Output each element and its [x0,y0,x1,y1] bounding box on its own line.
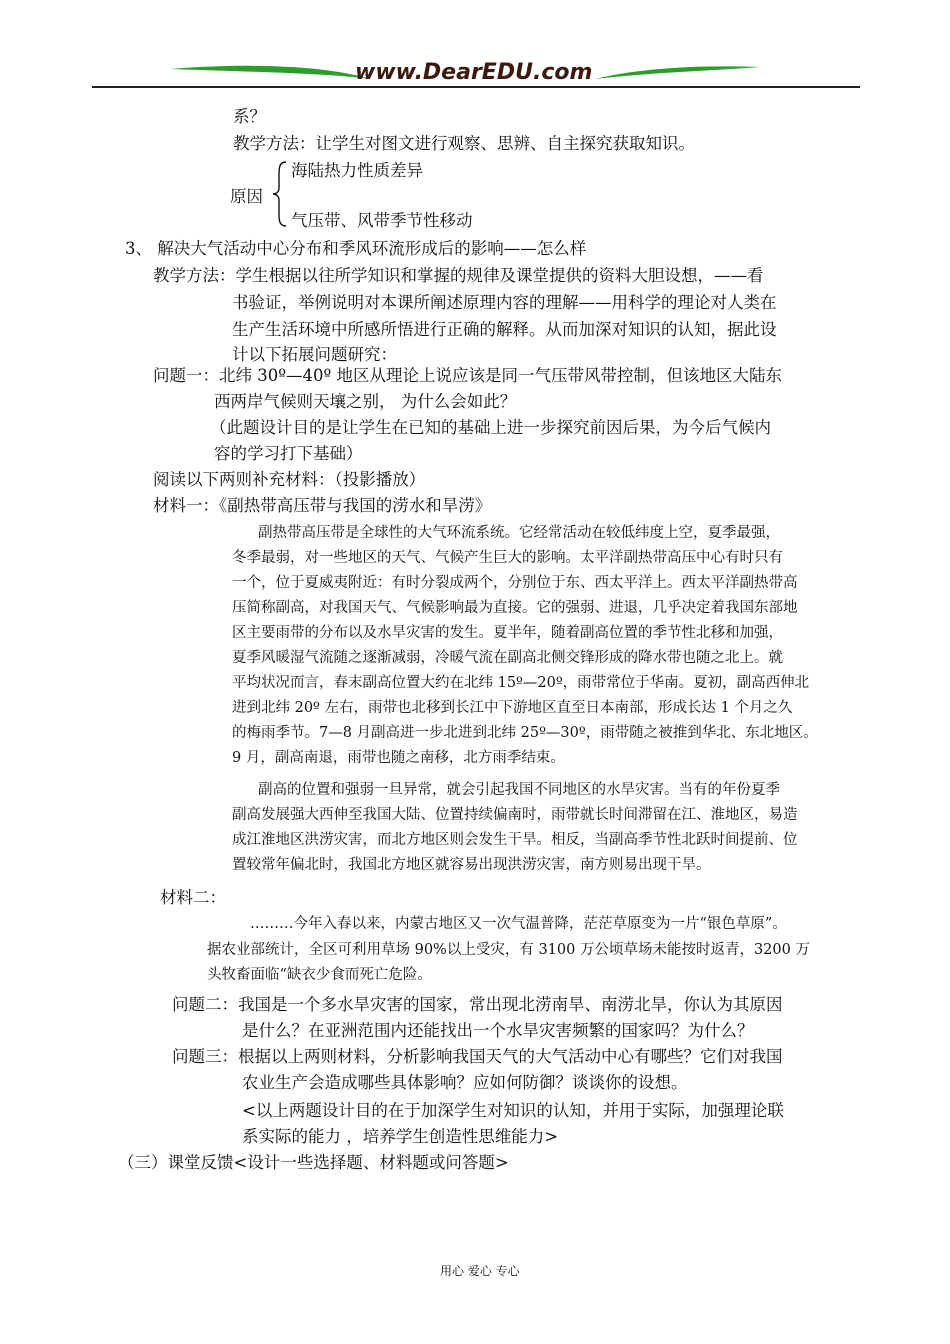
method-line-b: 书验证，举例说明对本课所阐述原理内容的理解——用科学的理论对人类在 [232,293,777,312]
mat1-line: 区主要雨带的分布以及水旱灾害的发生。夏半年，随着副高位置的季节性北移和加强， [232,625,783,641]
question-1-note-b: 容的学习打下基础） [214,444,363,463]
question-3b: 农业生产会造成哪些具体影响？应如何防御？谈谈你的设想。 [242,1073,688,1092]
mat1-line: 副高的位置和强弱一旦异常，就会引起我国不同地区的水旱灾害。当有的年份夏季 [258,782,780,798]
mat2-line: ………今年入春以来，内蒙古地区又一次气温普降，茫茫草原变为一片“银色草原”。 [250,916,787,932]
question-3-note-a: <以上两题设计目的在于加深学生对知识的认知，并用于实际，加强理论联 [242,1101,784,1120]
material-1-title: 材料一：《副热带高压带与我国的涝水和旱涝》 [153,496,492,515]
mat1-line: 平均状况而言，春末副高位置大约在北纬 15º—20º，雨带常位于华南。夏初，副高西伸北 [232,675,810,691]
section-3-heading: （三）课堂反馈<设计一些选择题、材料题或问答题> [118,1153,509,1172]
teaching-method-1: 教学方法：让学生对图文进行观察、思辨、自主探究获取知识。 [233,134,695,153]
method-line-a: 教学方法：学生根据以往所学知识和掌握的规律及课堂提供的资料大胆设想，——看 [153,266,764,285]
brace-icon [270,160,290,228]
question-3a: 问题三：根据以上两则材料，分析影响我国天气的大气活动中心有哪些？它们对我国 [172,1047,783,1066]
mat1-line: 9 月，副高南退，雨带也随之南移，北方雨季结束。 [232,750,565,766]
question-1a: 问题一：北纬 30º—40º 地区从理论上说应该是同一气压带风带控制，但该地区大陆东 [153,366,782,385]
mat1-line: 置较常年偏北时，我国北方地区就容易出现洪涝灾害，南方则易出现干旱。 [232,857,711,873]
site-url[interactable]: www.DearEDU.com [355,60,593,85]
method-line-c: 生产生活环境中所感所悟进行正确的解释。从而加深对知识的认知，据此设 [232,320,777,339]
mat2-line: 据农业部统计，全区可利用草场 90%以上受灾，有 3100 万公顷草场未能按时返青，3200 万 [207,942,810,958]
question-2b: 是什么？在亚洲范围内还能找出一个水旱灾害频繁的国家吗？为什么？ [242,1021,754,1040]
reason-1: 海陆热力性质差异 [291,161,423,180]
left-swoosh [170,66,370,79]
question-1b: 西两岸气候则天壤之别， 为什么会如此？ [214,392,517,411]
read-materials: 阅读以下两则补充材料：（投影播放） [153,470,426,489]
question-3-note-b: 系实际的能力 ，培养学生创造性思维能力> [242,1127,559,1146]
method-line-d: 计以下拓展问题研究： [232,345,397,364]
mat1-line: 冬季最弱，对一些地区的天气、气候产生巨大的影响。太平洋副热带高压中心有时只有 [232,550,783,566]
mat1-line: 压简称副高，对我国天气、气候影响最为直接。它的强弱、进退，几乎决定着我国东部地 [232,600,798,616]
mat1-line: 夏季风暖湿气流随之逐渐减弱，冷暖气流在副高北侧交锋形成的降水带也随之北上。就 [232,650,783,666]
mat1-line: 进到北纬 20º 左右，雨带也北移到长江中下游地区直至日本南部，形成长达 1 个月之久 [232,700,793,716]
mat1-line: 的梅雨季节。7—8 月副高进一步北进到北纬 25º—30º，雨带随之被推到华北、东北地区。 [232,725,818,741]
reason-2: 气压带、风带季节性移动 [291,211,473,230]
mat2-line: 头牧畜面临“缺衣少食而死亡危险。 [207,967,432,983]
header-rule [92,86,860,88]
mat1-line: 副高发展强大西伸至我国大陆、位置持续偏南时，雨带就长时间滞留在江、淮地区，易造 [232,807,798,823]
item-3-heading: 3、 解决大气活动中心分布和季风环流形成后的影响——怎么样 [125,239,587,258]
question-2a: 问题二：我国是一个多水旱灾害的国家，常出现北涝南旱、南涝北旱，你认为其原因 [172,995,783,1014]
mat1-line: 成江淮地区洪涝灾害，而北方地区则会发生干旱。相反，当副高季节性北跃时间提前、位 [232,832,798,848]
line-1: 系？ [233,107,266,126]
mat1-line: 一个，位于夏威夷附近：有时分裂成两个，分别位于东、西太平洋上。西太平洋副热带高 [232,575,798,591]
material-2-title: 材料二： [160,888,226,907]
question-1-note-a: （此题设计目的是让学生在已知的基础上进一步探究前因后果，为今后气候内 [210,418,771,437]
footer-motto: 用心 爱心 专心 [440,1264,520,1278]
reason-label: 原因 [230,187,263,206]
right-swoosh [595,66,760,79]
mat1-line: 副热带高压带是全球性的大气环流系统。它经常活动在较低纬度上空，夏季最强， [258,525,780,541]
